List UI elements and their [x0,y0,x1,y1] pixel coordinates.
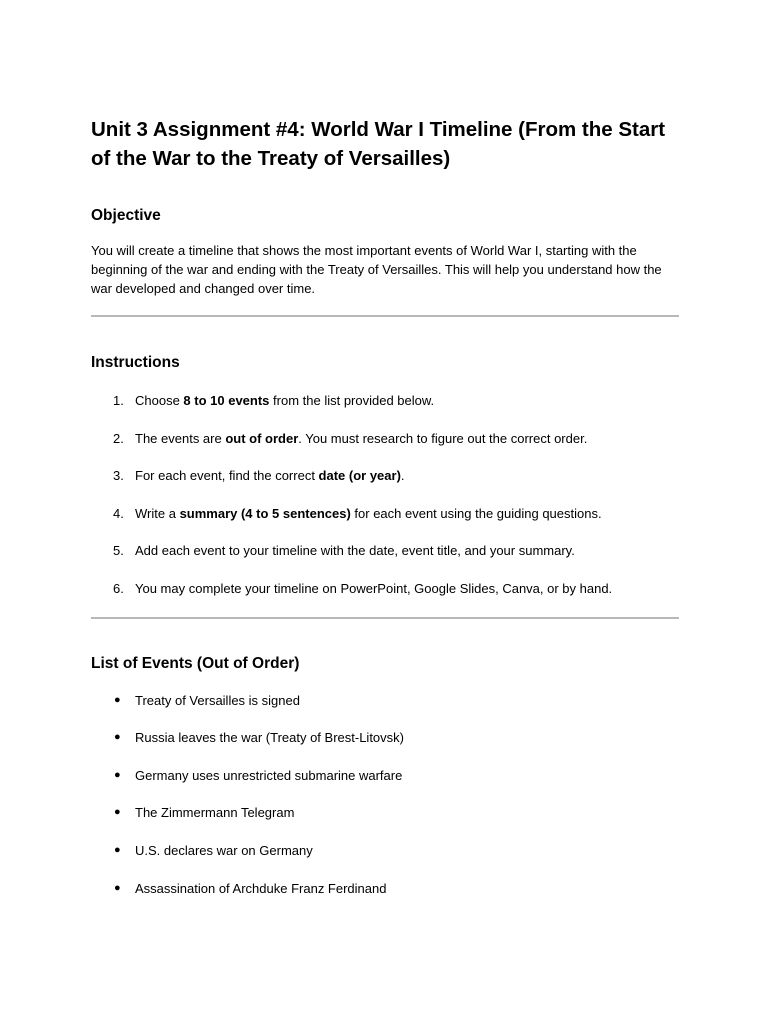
instruction-step [91,504,679,523]
step-text: The events are [135,430,226,446]
section-divider [91,617,679,619]
event-item [91,803,679,822]
instructions-heading: Instructions [91,354,180,371]
events-list [91,691,679,898]
step-emphasis: 8 to 10 events [183,393,270,408]
event-item [91,728,679,747]
step-text: Write a [135,505,180,521]
instruction-step [91,579,679,598]
bullet-icon: ● [114,881,121,894]
instruction-step [91,391,679,410]
event-item [91,766,679,785]
instructions-list [91,391,679,598]
step-emphasis: date (or year) [318,468,401,484]
document-page [91,115,679,916]
step-number: 6. [113,580,124,596]
step-number: 4. [113,505,124,521]
step-number: 1. [113,393,124,408]
bullet-icon: ● [114,731,121,744]
event-text: Treaty of Versailles is signed [135,692,300,708]
step-number: 2. [113,430,124,446]
objective-text: You will create a timeline that shows the most important events of World War I, starting with the beginning of the war and ending with the Treaty of Versailles. This will help you understand how the war developed and changed over time. [91,243,662,296]
step-emphasis: out of order [225,430,299,446]
step-text-end: for each event using the guiding questions. [350,505,602,521]
step-text: Add each event to your timeline with the date, event title, and your summary. [135,543,575,559]
event-text: Germany uses unrestricted submarine warfare [135,767,403,783]
event-text: Russia leaves the war (Treaty of Brest-Litovsk) [135,730,404,746]
instruction-step [91,541,679,560]
event-text: U.S. declares war on Germany [135,842,313,858]
step-emphasis: summary (4 to 5 sentences) [179,505,351,521]
step-text-end: . [400,468,405,484]
events-heading: List of Events (Out of Order) [91,654,300,672]
document-title: Unit 3 Assignment #4: World War I Timeline (From the Start of the War to the Treaty of Versailles) [91,118,666,170]
instruction-step [91,466,679,485]
event-item [91,841,679,860]
event-item [91,691,679,710]
section-divider [91,315,679,317]
step-number: 3. [113,468,124,484]
bullet-icon: ● [114,806,121,819]
bullet-icon: ● [114,843,121,856]
step-text-end: . You must research to figure out the correct order. [298,430,588,446]
event-text: The Zimmermann Telegram [135,805,295,821]
step-text: For each event, find the correct [135,468,319,484]
step-text: Choose [135,393,184,408]
step-number: 5. [113,543,124,559]
event-text: Assassination of Archduke Franz Ferdinand [135,880,387,896]
event-item [91,879,679,898]
step-text-end: from the list provided below. [269,393,435,408]
bullet-icon: ● [114,693,121,706]
bullet-icon: ● [114,768,121,781]
objective-heading: Objective [91,207,161,224]
instruction-step [91,429,679,448]
step-text: You may complete your timeline on PowerPoint, Google Slides, Canva, or by hand. [135,580,613,596]
